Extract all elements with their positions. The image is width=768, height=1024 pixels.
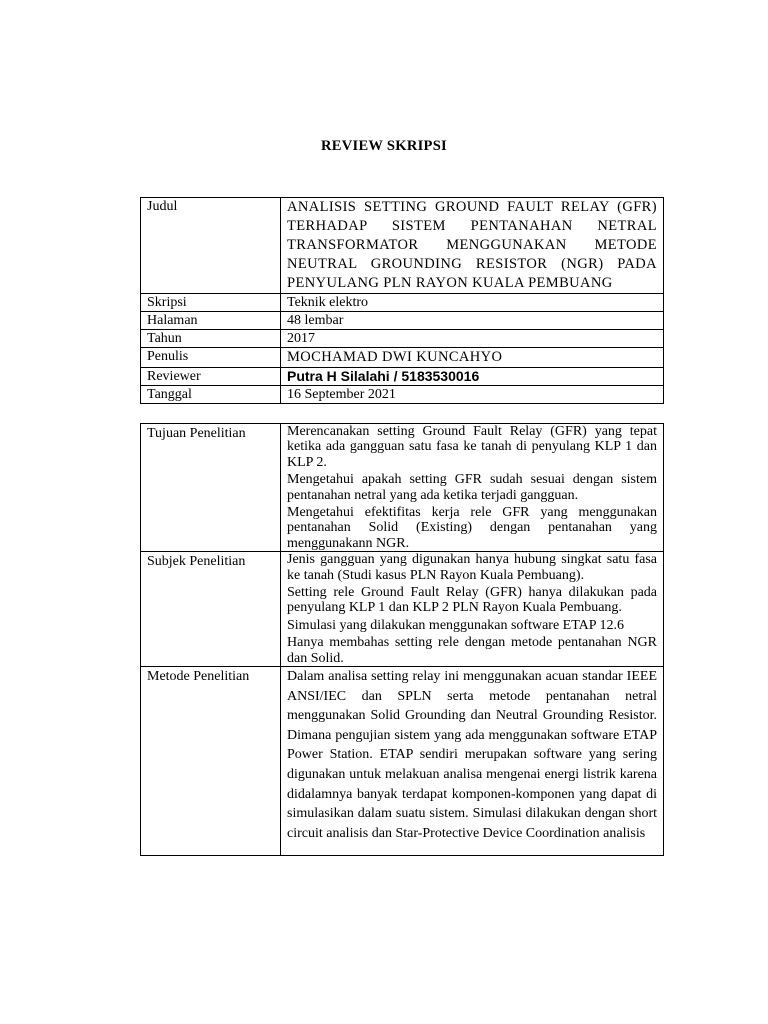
table-row [141,312,664,330]
penulis-label: Penulis [141,348,281,368]
table-row [141,424,664,552]
table-row [141,330,664,348]
tujuan-point: Mengetahui apakah setting GFR sudah sesuai dengan sistem pentanahan netral yang ada ketika terjadi gangguan. [287,472,657,503]
table-row [141,386,664,404]
subjek-point: Hanya membahas setting rele dengan metode pentanahan NGR dan Solid. [287,635,657,666]
table-row [141,198,664,294]
metode-text: Dalam analisa setting relay ini menggunakan acuan standar IEEE ANSI/IEC dan SPLN serta metode pentanahan netral menggunakan Solid Grounding dan Neutral Grounding Resistor. Dimana pengujian sistem yang ada menggunakan software ETAP Power Station. ETAP sendiri merupakan software yang sering digunakan untuk melakuan analisa mengenai energi listrik karena didalamnya banyak terdapat komponen-komponen yang dapat di simulasikan dalam suatu sistem. Simulasi dilakukan dengan short circuit analisis dan Star-Protective Device Coordination analisis [287,669,657,841]
tanggal-value: 16 September 2021 [281,386,664,404]
subjek-point: Setting rele Ground Fault Relay (GFR) hanya dilakukan pada penyulang KLP 1 dan KLP 2 PLN Rayon Kuala Pembuang. [287,585,657,616]
tujuan-point: Mengetahui efektifitas kerja rele GFR yang menggunakan pentanahan Solid (Existing) dengan pentanahan yang menggunakann NGR. [287,505,657,551]
table-row [141,552,664,667]
document-title: REVIEW SKRIPSI [320,138,447,154]
detail-table [140,423,664,856]
info-table [140,197,664,404]
subjek-point: Simulasi yang dilakukan menggunakan software ETAP 12.6 [287,617,625,633]
tahun-label: Tahun [141,330,281,348]
metode-label: Metode Penelitian [141,667,281,856]
table-row [141,368,664,386]
halaman-label: Halaman [141,312,281,330]
subjek-value [281,552,664,667]
metode-value [281,667,664,856]
tujuan-point: Merencanakan setting Ground Fault Relay (GFR) yang tepat ketika ada gangguan satu fasa ke tanah di penyulang KLP 1 dan KLP 2. [287,424,657,470]
penulis-value: MOCHAMAD DWI KUNCAHYO [281,348,664,368]
tahun-value: 2017 [281,330,664,348]
subjek-label: Subjek Penelitian [141,552,281,667]
table-row [141,667,664,856]
table-row [141,348,664,368]
tanggal-label: Tanggal [141,386,281,404]
judul-value: ANALISIS SETTING GROUND FAULT RELAY (GFR) TERHADAP SISTEM PENTANAHAN NETRAL TRANSFORMATOR MENGGUNAKAN METODE NEUTRAL GROUNDING RESISTOR (NGR) PADA PENYULANG PLN RAYON KUALA PEMBUANG [281,198,664,294]
tujuan-label: Tujuan Penelitian [141,424,281,552]
reviewer-value: Putra H Silalahi / 5183530016 [281,368,664,386]
metode-clip [287,667,657,855]
tujuan-value [281,424,664,552]
table-row [141,294,664,312]
skripsi-label: Skripsi [141,294,281,312]
halaman-value: 48 lembar [281,312,664,330]
skripsi-value: Teknik elektro [281,294,664,312]
judul-label: Judul [141,198,281,294]
subjek-point: Jenis gangguan yang digunakan hanya hubung singkat satu fasa ke tanah (Studi kasus PLN Rayon Kuala Pembuang). [287,552,657,583]
reviewer-label: Reviewer [141,368,281,386]
